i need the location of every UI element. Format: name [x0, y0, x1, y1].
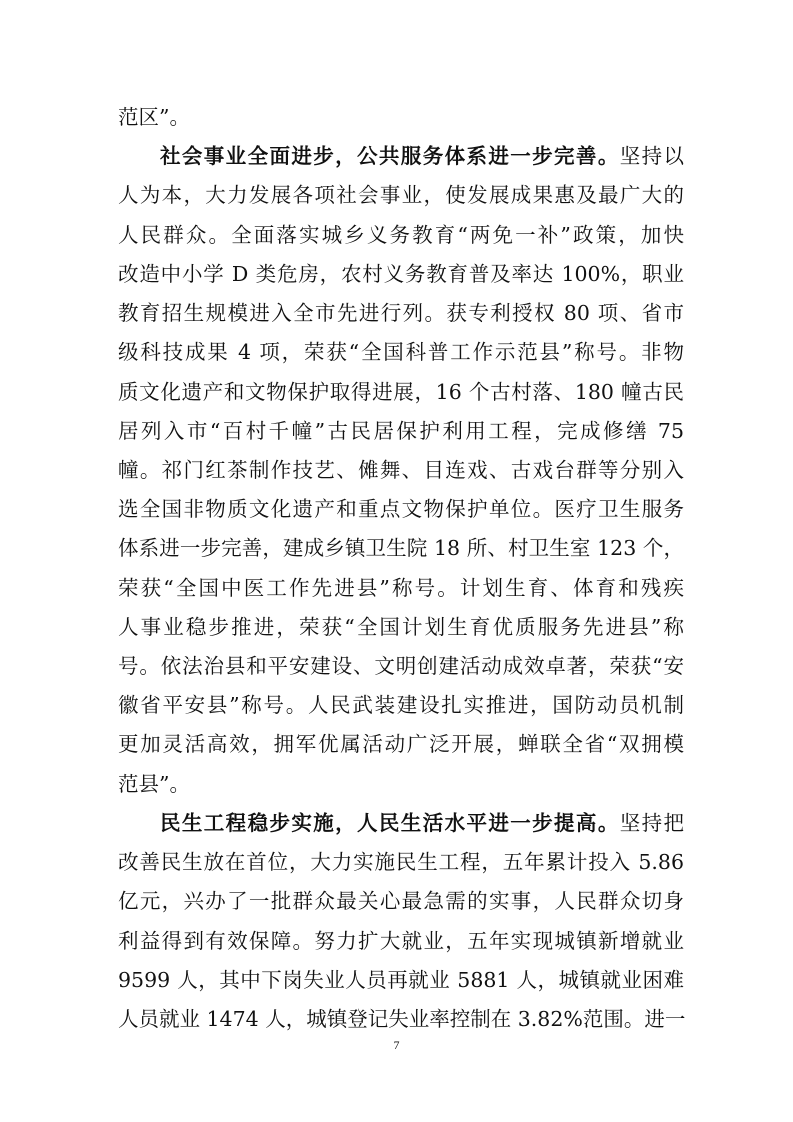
text-line: 人事业稳步推进，荣获“全国计划生育优质服务先进县”称 [118, 615, 684, 639]
text-line: 号。依法治县和平安建设、文明创建活动成效卓著，荣获“安 [118, 654, 684, 678]
text-line: 居列入市“百村千幢”古民居保护利用工程，完成修缮 75 [118, 419, 684, 443]
text-line: 范县”。 [118, 772, 190, 796]
page-number: 7 [393, 1038, 400, 1052]
text-line: 更加灵活高效，拥军优属活动广泛开展，蝉联全省“双拥模 [118, 732, 684, 756]
text-line: 亿元，兴办了一批群众最关心最急需的实事，人民群众切身 [118, 889, 684, 913]
text-line: 人员就业 1474 人，城镇登记失业率控制在 3.82%范围。进一 [118, 1007, 686, 1031]
paragraph-heading-line: 社会事业全面进步，公共服务体系进一步完善。坚持以 [160, 144, 685, 168]
text-line: 体系进一步完善，建成乡镇卫生院 18 所、村卫生室 123 个， [118, 536, 684, 560]
text-line: 教育招生规模进入全市先进行列。获专利授权 80 项、省市 [118, 301, 684, 325]
text-line: 质文化遗产和文物保护取得进展，16 个古村落、180 幢古民 [118, 380, 684, 404]
text-line: 改造中小学 D 类危房，农村义务教育普及率达 100%，职业 [118, 262, 684, 286]
paragraph-heading: 社会事业全面进步，公共服务体系进一步完善。 [160, 144, 620, 168]
text-line: 人为本，大力发展各项社会事业，使发展成果惠及最广大的 [118, 183, 684, 207]
text-line: 9599 人，其中下岗失业人员再就业 5881 人，城镇就业困难 [118, 968, 684, 992]
paragraph-heading: 民生工程稳步实施，人民生活水平进一步提高。 [160, 811, 620, 835]
text-line: 级科技成果 4 项，荣获“全国科普工作示范县”称号。非物 [118, 340, 684, 364]
text-line: 改善民生放在首位，大力实施民生工程，五年累计投入 5.86 [118, 850, 684, 874]
text-line: 人民群众。全面落实城乡义务教育“两免一补”政策，加快 [118, 223, 684, 247]
text-line: 荣获“全国中医工作先进县”称号。计划生育、体育和残疾 [118, 576, 684, 600]
text-line: 选全国非物质文化遗产和重点文物保护单位。医疗卫生服务 [118, 497, 684, 521]
paragraph-heading-line: 民生工程稳步实施，人民生活水平进一步提高。坚持把 [160, 811, 685, 835]
text-line: 幢。祁门红茶制作技艺、傩舞、目连戏、古戏台群等分别入 [118, 458, 684, 482]
text-line: 徽省平安县”称号。人民武装建设扎实推进，国防动员机制 [118, 693, 684, 717]
text-line: 利益得到有效保障。努力扩大就业，五年实现城镇新增就业 [118, 929, 684, 953]
text-line: 范区”。 [118, 105, 190, 129]
